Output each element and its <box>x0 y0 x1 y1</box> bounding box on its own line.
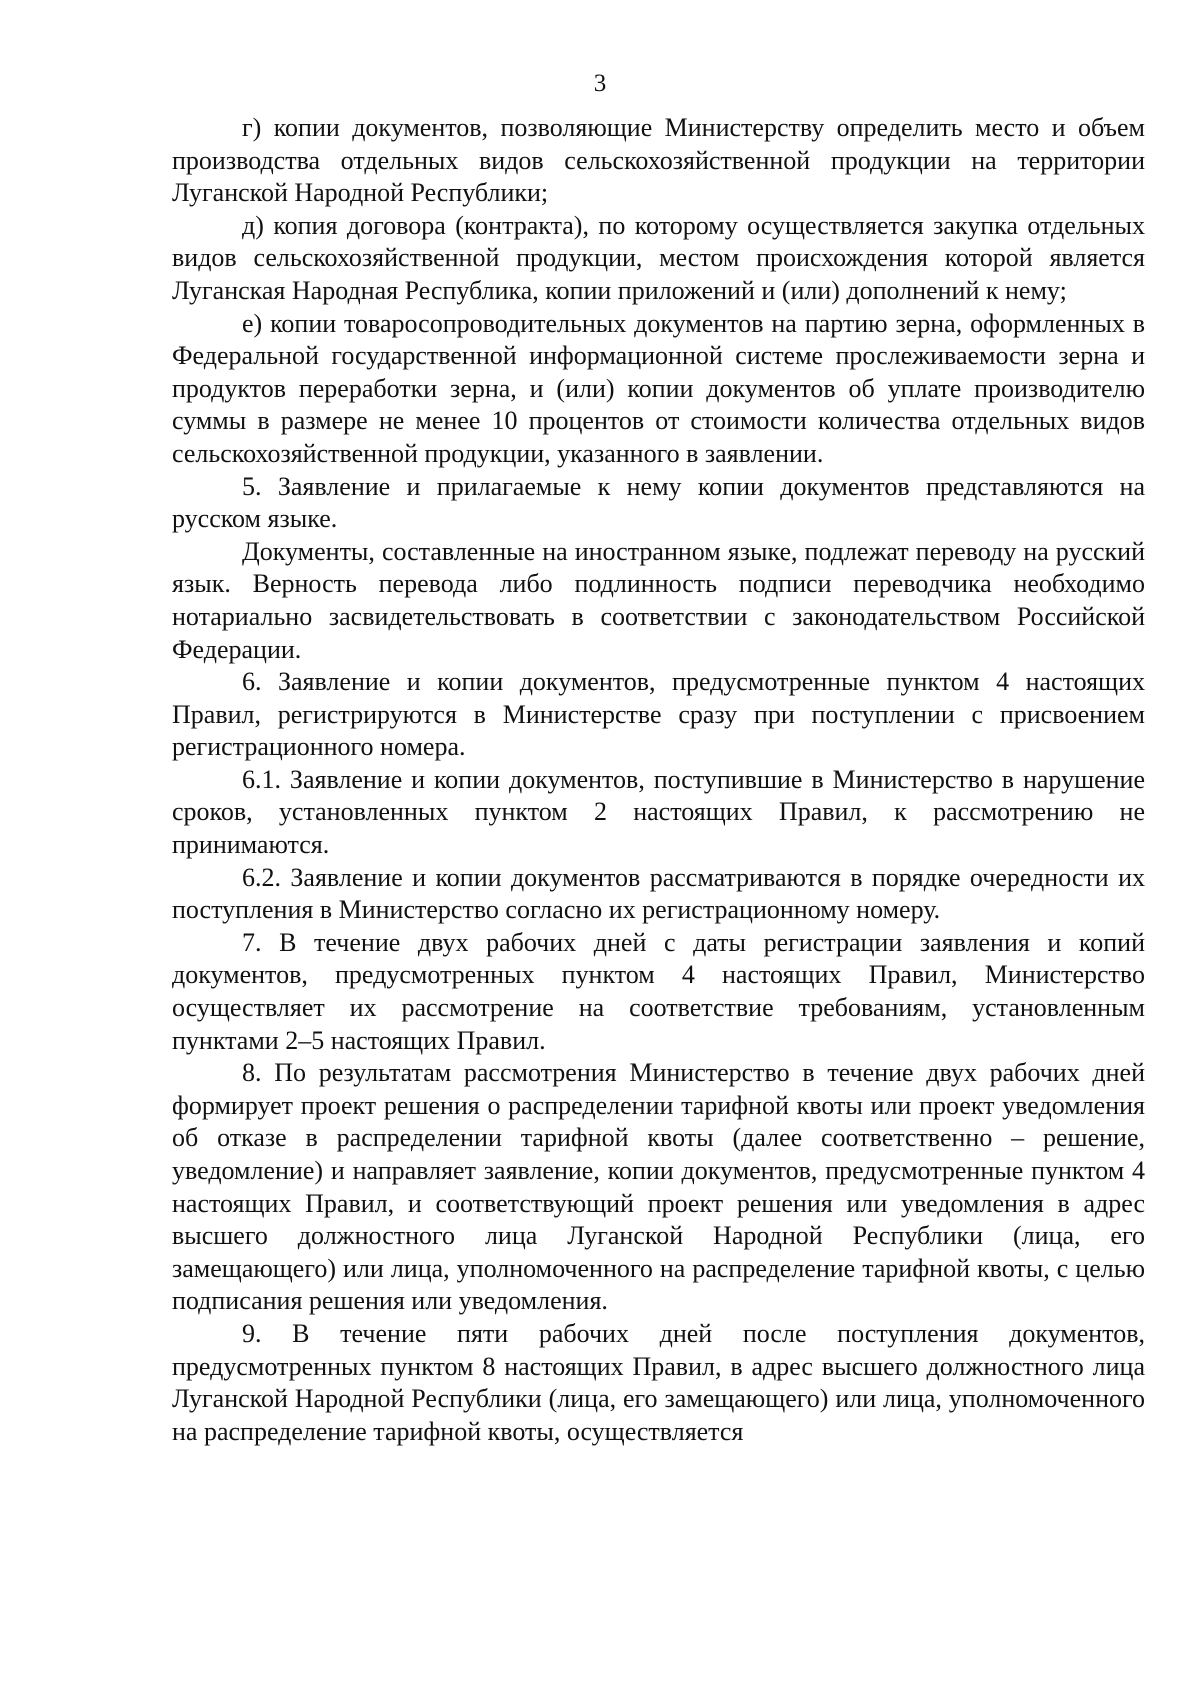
paragraph-clause-9: 9. В течение пяти рабочих дней после поступления документов, предусмотренных пунктом 8 настоящих Правил, в адрес высшего должностного лица Луганской Народной Республики (лица, его замещающего) или лица, уполномоченного на распределение тарифной квоты, осуществляется <box>172 1318 1145 1446</box>
page-number: 3 <box>593 70 607 97</box>
paragraph-item-d: д) копия договора (контракта), по которому осуществляется закупка отдельных видов сельскохозяйственной продукции, местом происхождения которой является Луганская Народная Республика, копии приложений и (или) дополнений к нему; <box>172 210 1145 305</box>
paragraph-item-e: е) копии товаросопроводительных документов на партию зерна, оформленных в Федеральной государственной информационной системе прослеживаемости зерна и продуктов переработки зерна, и (или) копии документов об уплате производителю суммы в размере не менее 10 процентов от стоимости количества отдельных видов сельскохозяйственной продукции, указанного в заявлении. <box>172 308 1145 468</box>
paragraph-clause-6-2: 6.2. Заявление и копии документов рассматриваются в порядке очередности их поступления в Министерство согласно их регистрационному номеру. <box>172 862 1145 925</box>
paragraph-item-g: г) копии документов, позволяющие Министерству определить место и объем производства отдельных видов сельскохозяйственной продукции на территории Луганской Народной Республики; <box>172 113 1145 208</box>
paragraph-clause-7: 7. В течение двух рабочих дней с даты регистрации заявления и копий документов, предусмотренных пунктом 4 настоящих Правил, Министерство осуществляет их рассмотрение на соответствие требованиям, установленным пунктами 2–5 настоящих Правил. <box>172 927 1145 1055</box>
paragraph-clause-6: 6. Заявление и копии документов, предусмотренные пунктом 4 настоящих Правил, регистрируются в Министерстве сразу при поступлении с присвоением регистрационного номера. <box>172 667 1145 762</box>
paragraph-clause-6-1: 6.1. Заявление и копии документов, поступившие в Министерство в нарушение сроков, установленных пунктом 2 настоящих Правил, к рассмотрению не принимаются. <box>172 764 1145 860</box>
paragraph-clause-8: 8. По результатам рассмотрения Министерство в течение двух рабочих дней формирует проект решения о распределении тарифной квоты или проект уведомления об отказе в распределении тарифной квоты (далее соответственно – решение, уведомление) и направляет заявление, копии документов, предусмотренные пунктом 4 настоящих Правил, и соответствующий проект решения или уведомления в адрес высшего должностного лица Луганской Народной Республики (лица, его замещающего) или лица, уполномоченного на распределение тарифной квоты, с целью подписания решения или уведомления. <box>172 1058 1145 1316</box>
document-body <box>172 112 1145 1448</box>
paragraph-clause-5: 5. Заявление и прилагаемые к нему копии документов представляются на русском языке. <box>172 471 1145 534</box>
paragraph-clause-5-translation: Документы, составленные на иностранном языке, подлежат переводу на русский язык. Верность перевода либо подлинность подписи переводчика необходимо нотариально засвидетельствовать в соответствии с законодательством Российской Федерации. <box>172 536 1145 664</box>
